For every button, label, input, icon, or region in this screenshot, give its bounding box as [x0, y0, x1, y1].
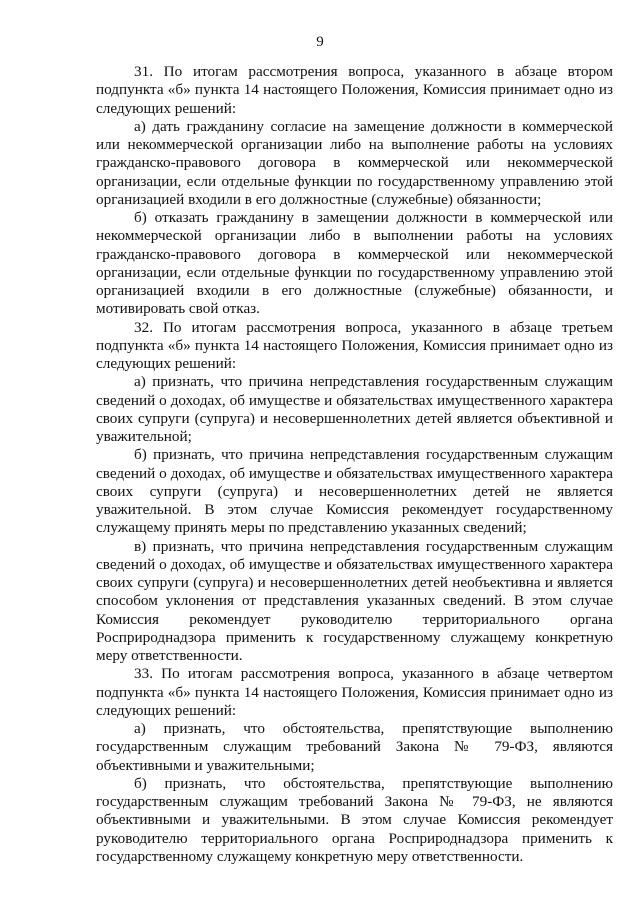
- document-body: [96, 63, 613, 866]
- paragraph-32: 32. По итогам рассмотрения вопроса, указанного в абзаце третьем подпункта «б» пункта 14 настоящего Положения, Комиссия принимает одно из следующих решений:: [96, 318, 613, 372]
- paragraph-33-b: б) признать, что обстоятельства, препятствующие выполнению государственным служащим требований Закона № 79-ФЗ, не являются объективными и уважительными. В этом случае Комиссия рекомендует руководителю территориального органа Росприроднадзора применить к государственному служащему конкретную меру ответственности.: [96, 774, 613, 865]
- paragraph-32-a: а) признать, что причина непредставления государственным служащим сведений о доходах, об имуществе и обязательствах имущественного характера своих супруги (супруга) и несовершеннолетних детей является объективной и уважительной;: [96, 373, 613, 445]
- paragraph-31: 31. По итогам рассмотрения вопроса, указанного в абзаце втором подпункта «б» пункта 14 настоящего Положения, Комиссия принимает одно из следующих решений:: [96, 63, 613, 117]
- paragraph-33-a: а) признать, что обстоятельства, препятствующие выполнению государственным служащим требований Закона № 79-ФЗ, являются объективными и уважительными;: [96, 720, 613, 774]
- paragraph-31-b: б) отказать гражданину в замещении должности в коммерческой или некоммерческой организации либо в выполнении работы на условиях гражданско-правового договора в коммерческой или некоммерческой организации, если отдельные функции по государственному управлению этой организацией входили в его должностные (служебные) обязанности, и мотивировать свой отказ.: [96, 209, 613, 318]
- paragraph-32-v: в) признать, что причина непредставления государственным служащим сведений о доходах, об имуществе и обязательствах имущественного характера своих супруги (супруга) и несовершеннолетних детей необъективна и является способом уклонения от представления указанных сведений. В этом случае Комиссия рекомендует руководителю территориального органа Росприроднадзора применить к государственному служащему конкретную меру ответственности.: [96, 537, 613, 664]
- page-number: 9: [316, 34, 324, 50]
- paragraph-33: 33. По итогам рассмотрения вопроса, указанного в абзаце четвертом подпункта «б» пункта 14 настоящего Положения, Комиссия принимает одно из следующих решений:: [96, 665, 613, 719]
- paragraph-31-a: а) дать гражданину согласие на замещение должности в коммерческой или некоммерческой организации либо на выполнение работы на условиях гражданско-правового договора в коммерческой или некоммерческой организации, если отдельные функции по государственному управлению этой организацией входили в его должностные (служебные) обязанности;: [96, 117, 613, 208]
- paragraph-32-b: б) признать, что причина непредставления государственным служащим сведений о доходах, об имуществе и обязательствах имущественного характера своих супруги (супруга) и несовершеннолетних детей не является уважительной. В этом случае Комиссия рекомендует государственному служащему принять меры по представлению указанных сведений;: [96, 446, 613, 537]
